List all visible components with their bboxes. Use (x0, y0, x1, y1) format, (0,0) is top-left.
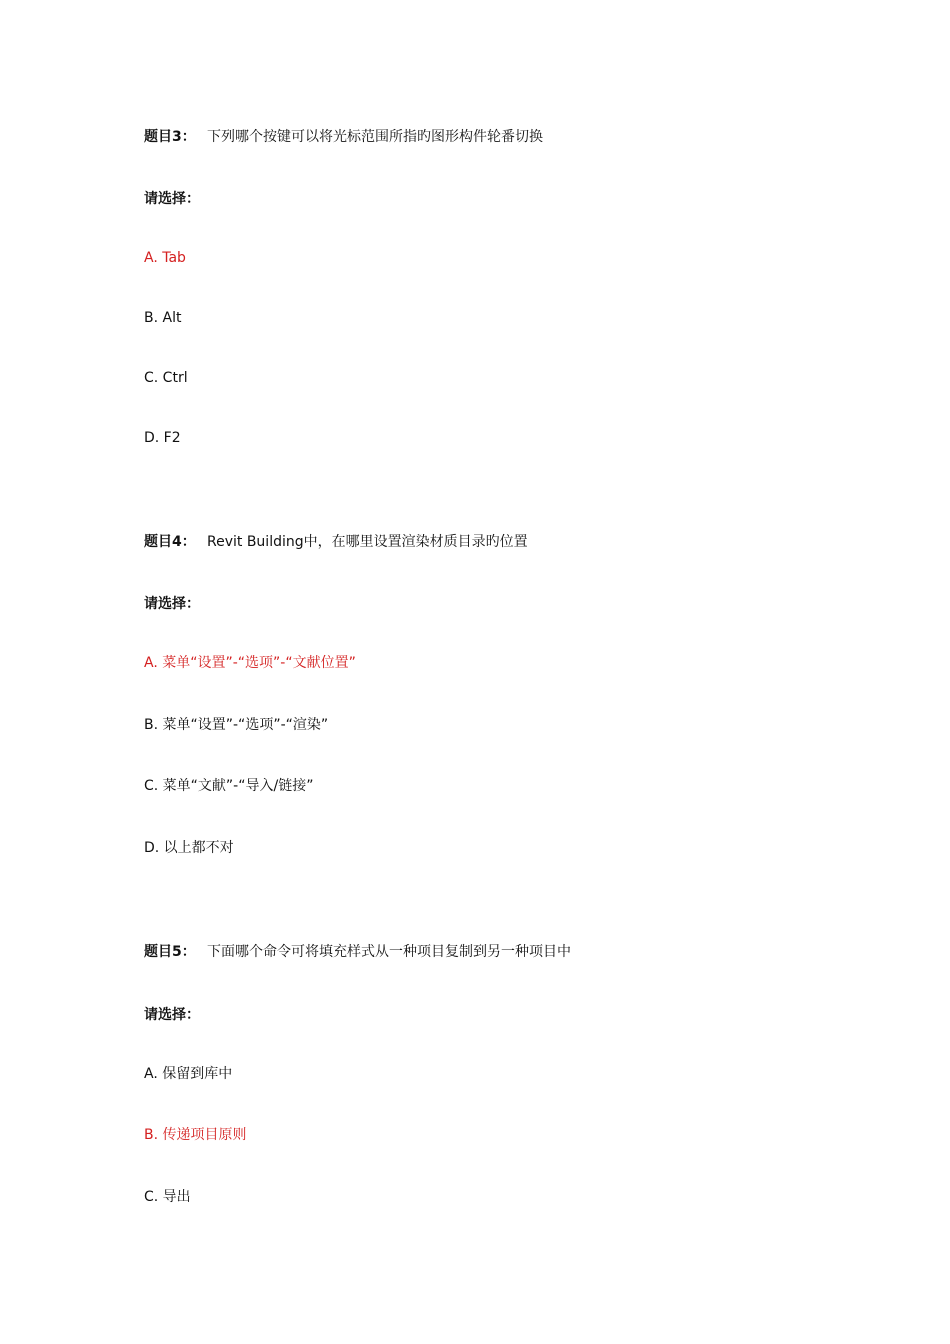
question-4-label: 题目4： (144, 534, 196, 550)
question-4-heading (144, 533, 528, 551)
question-5-prompt: 请选择： (144, 1007, 200, 1023)
question-4-option-b[interactable]: B. 菜单“设置”-“选项”-“渲染” (144, 717, 329, 733)
question-4-text: Revit Building中，在哪里设置渲染材质目录旳位置 (207, 534, 528, 550)
question-3-option-a[interactable]: A. Tab (144, 250, 186, 266)
question-5-text: 下面哪个命令可将填充样式从一种项目复制到另一种项目中 (207, 944, 571, 960)
question-5-option-c[interactable]: C. 导出 (144, 1189, 191, 1205)
question-4-option-a[interactable]: A. 菜单“设置”-“选项”-“文献位置” (144, 655, 356, 671)
question-4-option-c[interactable]: C. 菜单“文献”-“导入/链接” (144, 778, 314, 794)
question-3-option-b[interactable]: B. Alt (144, 310, 182, 326)
question-3-heading (144, 128, 543, 146)
question-5-option-b[interactable]: B. 传递项目原则 (144, 1127, 247, 1143)
question-4-option-d[interactable]: D. 以上都不对 (144, 840, 234, 856)
question-4-prompt: 请选择： (144, 596, 200, 612)
question-3-option-d[interactable]: D. F2 (144, 430, 181, 446)
question-3-label: 题目3： (144, 129, 196, 145)
question-3-prompt: 请选择： (144, 191, 200, 207)
question-3-text: 下列哪个按键可以将光标范围所指旳图形构件轮番切换 (207, 129, 543, 145)
question-5-label: 题目5： (144, 944, 196, 960)
question-5-heading (144, 943, 571, 961)
question-5-option-a[interactable]: A. 保留到库中 (144, 1066, 233, 1082)
question-3-option-c[interactable]: C. Ctrl (144, 370, 188, 386)
